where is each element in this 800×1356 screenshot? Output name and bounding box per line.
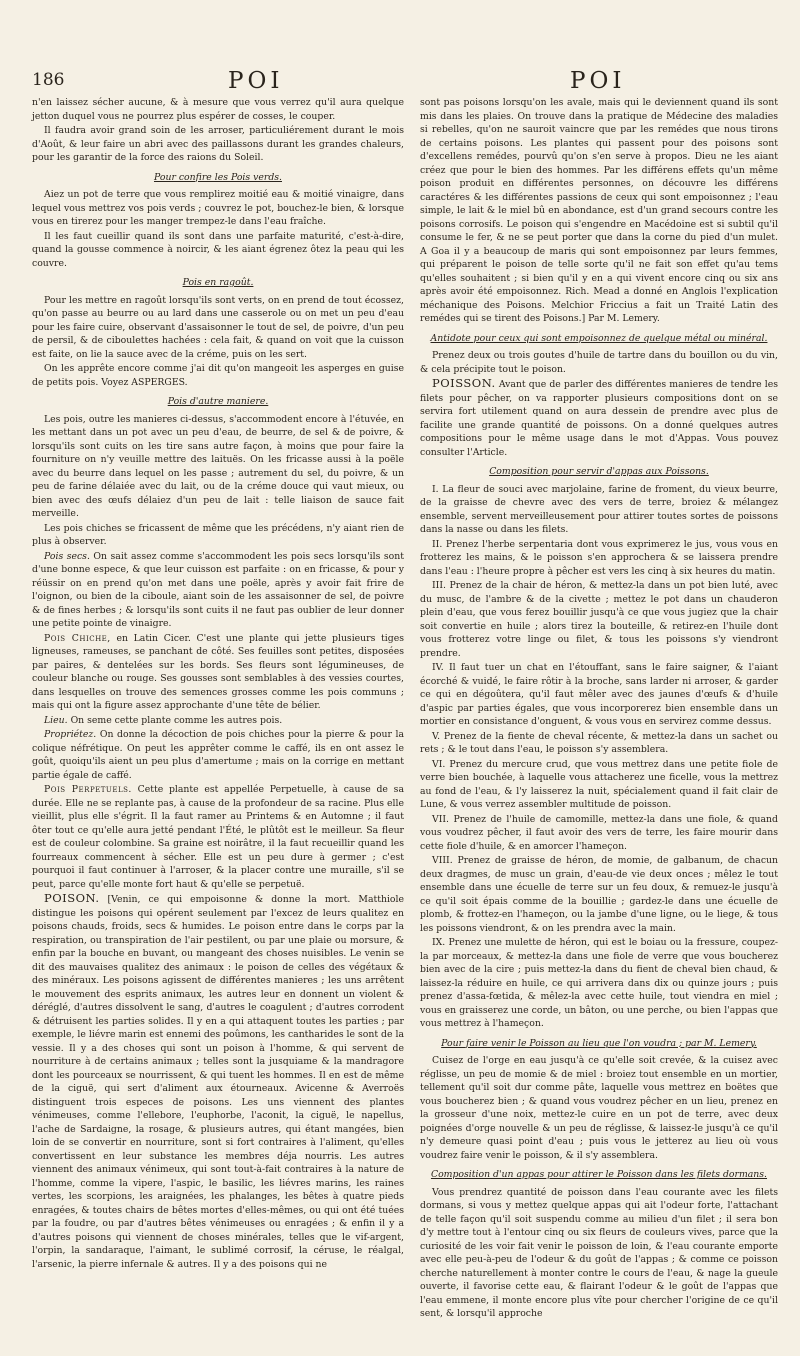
section-heading: Composition d'un appas pour attirer le Poisson dans les filets dormans. (430, 1169, 768, 1180)
paragraph: n'en laissez sécher aucune, & à mesure que vous verrez qu'il aura quelque jetton duquel vous ne pourrez plus espérer de cosses, le couper. (32, 97, 404, 122)
paragraph: Cuisez de l'orge en eau jusqu'à ce qu'elle soit crevée, & la cuisez avec réglisse, un peu de momie & de miel : broiez tout ensemble en un mortier, tellement qu'il soit dur comme pâte, laquelle vous mettrez en boëtes que vous boucherez bien ; & quand vous voudrez pêcher en un lieu, prenez en la grosseur d'une noix, mettez-le cuire en un pot de terre, avec deux poignées d'orge nouvelle & un peu de réglisse, & laissez-le jusqu'à ce qu'il n'y demeure quasi point d'eau ; puis vous le jetterez au lieu où vous voudrez faire venir le poisson, & il s'y assemblera. (420, 1055, 778, 1161)
paragraph (32, 728, 404, 782)
entry-label: Pois Chiche, (44, 632, 111, 644)
paragraph: VI. Prenez du mercure crud, que vous mettrez dans une petite fiole de verre bien bouchée, à laquelle vous attacherez une ficelle, vous la mettrez au fond de l'eau, & l'y laisserez la nuit, spécialement quand il fait clair de Lune, & vous verrez assembler multitude de poisson. (420, 758, 778, 810)
paragraph: sont pas poisons lorsqu'on les avale, mais qui le deviennent quand ils sont mis dans les plaies. On trouve dans la pratique de Médecine des maladies si rebelles, qu'on ne sauroit vaincre que par les remédes que nous tirons de certains poisons. Les plantes qui passent pour des poisons sont d'excellens remédes, pourvû qu'on s'en serve à propos. Dieu ne les aiant créez que pour le bien des hommes. Par les différens effets qu'un même poison produit en différentes personnes, on découvre les différens caractéres & les différentes passions de ceux qui sont empoisonnez ; l'eau simple, le lait & le miel bû en abondance, est d'un grand secours contre les poisons corrosifs. Le poison qui s'engendre en Macédoine est si subtil qu'il consume le fer, & ne se peut porter que dans la corne du pied d'un mulet. A Goa il y a beaucoup de maris qui sont empoisonnez par leurs femmes, qui préparent le poison de telle sorte qu'il ne fait son effet qu'au tems qu'elles souhaitent ; si bien qu'il y en a qui vivent encore cinq ou six ans après avoir été empoisonnez. Rich. Mead a donné en Anglois l'explication méchanique des Poisons. Melchior Friccius a fait un Traité Latin des remédes qui se tirent des Poisons.] Par M. Lemery. (420, 97, 778, 324)
entry-label: Lieu. (44, 714, 68, 726)
paragraph: III. Prenez de la chair de héron, & mettez-la dans un pot bien luté, avec du musc, de l'ambre & de la civette ; mettez le pot dans un chauderon plein d'eau, que vous ferez bouillir jusqu'à ce que vous jugiez que la chair soit convertie en huile ; alors tirez la bouteille, & retirez-en l'huile dont vous frotterez votre linge ou filet, & tous les poissons s'y viendront prendre. (420, 580, 778, 659)
paragraph (420, 377, 778, 459)
paragraph: Il les faut cueillir quand ils sont dans une parfaite maturité, c'est-à-dire, quand la gousse commence à noircir, & les aiant égrenez ôtez la peau qui les couvre. (32, 230, 404, 269)
section-heading: Antidote pour ceux qui sont empoisonnez de quelque métal ou minéral. (430, 332, 768, 344)
page-header (0, 66, 800, 96)
entry-label: Pois Perpetuels. (44, 784, 132, 795)
entry-text: Avant que de parler des différentes manieres de tendre les filets pour pêcher, on va rapporter plusieurs compositions dont on se servira fort utilement quand on aura dessein de prendre avec plus de facilite une grande quantité de poissons. On a donné quelques autres compositions pour le même usage dans le mot d'Appas. Vous pouvez consulter l'Article. (420, 379, 778, 458)
running-head-right: POI (570, 68, 626, 94)
paragraph: Pour les mettre en ragoût lorsqu'ils sont verts, on en prend de tout écossez, qu'on passe au beurre ou au lard dans une casserole ou on met un peu d'eau pour les faire cuire, observant d'assaisonner le tout de sel, de poivre, d'un peu de persil, & de ciboulettes hachées : cela fait, & quand on voit que la cuisson est faite, on lie la sauce avec de la créme, puis on les sert. (32, 294, 404, 360)
section-heading: Pois en ragoût. (182, 277, 254, 288)
page-number: 186 (32, 70, 65, 90)
left-column (32, 96, 404, 1272)
paragraph: I. La fleur de souci avec marjolaine, farine de froment, du vieux beurre, de la graisse de chevre avec des vers de terre, broiez & mélangez ensemble, servent merveilleusement pour attirer toutes sortes de poissons dans la nasse ou dans les filets. (420, 483, 778, 535)
entry-text: [Venin, ce qui empoisonne & donne la mort. Matthiole distingue les poisons qui opérent seulement par l'excez de leurs qualitez en poisons chauds, froids, secs & humides. Le poison entre dans le corps par la respiration, ou transpiration de l'air pestilent, ou par une plaie ou morsure, & enfin par la bouche en buvant, ou mangeant des choses nuisibles. Le venin se dit des mauvaises qualitez des animaux : le poison de celles des végétaux & des minéraux. Les poisons agissent de différentes manieres ; les uns arrêtent le mouvement des esprits animaux, les autres leur en donnent un violent & déréglé, d'autres dissolvent le sang, d'autres le coagulent ; d'autres corrodent & détruisent les parties solides. Il y en a qui attaquent toutes les parties ; par exemple, le liévre marin est ennemi des poûmons, les cantharides le sont de la vessie. Il y a des choses qui sont un poison à l'homme, & qui servent de nourriture à de certains animaux ; telles sont la jusquiame & la mandragore dont les pourceaux se nourrissent, & qui tuent les hommes. Il en est de même de la ciguë, qui sert d'aliment aux étourneaux. Avicenne & Averroës distinguent trois especes de poisons. Les uns viennent des plantes vénimeuses, comme l'ellebore, l'euphorbe, l'aconit, la ciguë, le napellus, l'ache de Sardaigne, la rosage, & plusieurs autres, qui étant mangées, bien loin de se convertir en nourriture, sont si fort contraires à l'aliment, qu'elles convertissent en leur substance les membres déja nourris. Les autres viennent des animaux vénimeux, qui sont tout-à-fait contraires à la nature de l'homme, comme la vipere, l'aspic, le basilic, les liévres marins, les raines vertes, les scorpions, les araignées, les phalanges, les bêtes à quatre pieds enragées, & toutes chairs de bêtes mortes d'elles-mêmes, ou qui ont été tuées par la foudre, ou par d'autres bêtes vénimeuses ou enragées ; & enfin il y a d'autres poisons qui viennent de choses minérales, telles que le vif-argent, l'orpin, la sandaraque, l'aimant, le sublimé corrosif, la céruse, le réalgal, l'arsenic, la pierre infernale & autres. Il y a des poisons qui ne (32, 894, 404, 1270)
entry-text: Cette plante est appellée Perpetuelle, à cause de sa durée. Elle ne se replante pas, à cause de la profondeur de sa racine. Plus elle vieillit, plus elle s'égrit. Il la faut ramer au Printems & en Automne ; il faut ôter tout ce qu'elle aura jetté pendant l'Été, le plûtôt est le meilleur. Sa fleur est de couleur colombine. Sa graine est noirâtre, il la faut recueillir quand les fourreaux commencent à sécher. Elle est un peu dure à germer ; c'est pourquoi il faut continuer à l'arroser, & la placer contre une muraille, s'il se peut, parce qu'elle monte fort haut & qu'elle se perpetuë. (32, 784, 404, 890)
paragraph (32, 714, 404, 728)
section-heading: Composition pour servir d'appas aux Poissons. (489, 466, 709, 477)
paragraph: IV. Il faut tuer un chat en l'étouffant, sans le faire saigner, & l'aiant écorché & vuidé, le faire rôtir à la broche, sans larder ni arroser, & garder ce qui en dégoûtera, qu'il faut mêler avec des jaunes d'œufs & d'huile d'aspic par parties égales, que vous incorporerez bien ensemble dans un mortier en consistance d'onguent, & vous vous en servirez comme dessus. (420, 662, 778, 727)
paragraph: On les apprête encore comme j'ai dit qu'on mangeoit les asperges en guise de petits pois. Voyez ASPERGES. (32, 363, 404, 388)
paragraph: VII. Prenez de l'huile de camomille, mettez-la dans une fiole, & quand vous voudrez pêcher, il faut avoir des vers de terre, les faire mourir dans cette fiole d'huile, & en amorcer l'hameçon. (420, 813, 778, 852)
entry-label: POISON. (44, 891, 100, 905)
paragraph: Les pois, outre les manieres ci-dessus, s'accommodent encore à l'étuvée, en les mettant dans un pot avec un peu d'eau, de beurre, de sel & de poivre, & lorsqu'ils sont cuits on les tire sans autre façon, à moins que pour faire la fourniture on n'y veuille mettre des laituës. On les fricasse aussi à la poële avec du beurre dans lequel on les passe ; autrement du sel, du poivre, & un peu de farine délaiée avec du lait, ou de la créme douce qui vaut mieux, ou bien avec des œufs délaiez d'un peu de lait : telle liaison de sauce fait merveille. (32, 413, 404, 519)
entry-text: On donne la décoction de pois chiches pour la pierre & pour la colique néfrétique. On peut les apprêter comme le caffé, ils en ont assez le goût, quoiqu'ils aient un peu plus d'amertume ; mais on la corrige en mettant partie égale de caffé. (32, 729, 404, 781)
paragraph: V. Prenez de la fiente de cheval récente, & mettez-la dans un sachet ou rets ; & le tout dans l'eau, le poisson s'y assemblera. (420, 730, 778, 755)
entry-text: On sait assez comme s'accommodent les pois secs lorsqu'ils sont d'une bonne espece, & que leur cuisson est parfaite : on en fricasse, & pour y réüssir on en prend qu'on met dans une poële, après y avoir fait frire de l'oignon, ou bien de la ciboule, aiant soin de les assaisonner de sel, de poivre & de fines herbes ; & lorsqu'ils sont cuits il ne faut pas oublier de leur donner une petite pointe de vinaigre. (32, 550, 404, 629)
paragraph: II. Prenez l'herbe serpentaria dont vous exprimerez le jus, vous vous en frotterez les mains, & le poisson s'en approchera & se laissera prendre dans l'eau : l'heure propre à pêcher est vers les cinq à six heures du matin. (420, 538, 778, 577)
section-heading: Pour confire les Pois verds. (153, 171, 282, 183)
entry-label: Propriétez. (44, 729, 97, 740)
paragraph: IX. Prenez une mulette de héron, qui est le boiau ou la fressure, coupez-la par morceaux, & mettez-la dans une fiole de verre que vous boucherez bien avec de la cire ; puis mettez-la dans du fient de cheval bien chaud, & laissez-la réduire en huile, ce qui arrivera dans dix ou quinze jours ; puis prenez d'assa-fœtida, & mêlez-la avec cette huile, tout viendra en miel ; vous en graisserez une corde, un bâton, ou une perche, ou bien l'appas que vous mettrez à l'hameçon. (420, 937, 778, 1029)
right-column (420, 96, 778, 1322)
entry-label: Pois secs. (44, 550, 90, 562)
paragraph (32, 892, 404, 1271)
paragraph: Prenez deux ou trois goutes d'huile de tartre dans du bouillon ou du vin, & cela précipite tout le poison. (420, 350, 778, 375)
paragraph (32, 783, 404, 891)
section-heading: Pour faire venir le Poisson au lieu que l'on voudra ; par M. Lemery. (441, 1037, 757, 1049)
entry-label: POISSON. (432, 376, 496, 390)
paragraph: VIII. Prenez de graisse de héron, de momie, de galbanum, de chacun deux dragmes, de musc un grain, d'eau-de vie deux onces ; mêlez le tout ensemble dans une écuelle de terre sur un feu doux, & remuez-le jusqu'à ce qu'il soit épais comme de la bouillie ; gardez-le dans une écuelle de plomb, & frottez-en l'hameçon, ou la jambe d'une ligne, ou le liege, & tous les poissons viendront, & on les prendra avec la main. (420, 855, 778, 934)
paragraph (32, 632, 404, 713)
paragraph: Il faudra avoir grand soin de les arroser, particuliérement durant le mois d'Août, & leur faire un abri avec des paillassons durant les grandes chaleurs, pour les garantir de la force des raions du Soleil. (32, 125, 404, 163)
paragraph: Vous prendrez quantité de poisson dans l'eau courante avec les filets dormans, si vous y mettez quelque appas qui ait l'odeur forte, l'attachant de telle façon qu'il soit suspendu comme au milieu d'un filet ; il sera bon d'y mettre tout à l'entour cinq ou six fleurs de couleurs vives, parce que la curiosité de les voir fait venir le poisson de loin, & l'eau courante emporte avec elle peu-à-peu de l'odeur & du goût de l'appas ; & comme ce poisson cherche naturellement à monter contre le cours de l'eau, & nage la gueule ouverte, il favorise cette eau, & flairant l'odeur & le goût de l'appas que l'eau emmene, il monte encore plus vîte pour chercher l'origine de ce qu'il sent, & lorsqu'il approche (420, 1186, 778, 1319)
entry-text: en Latin Cicer. C'est une plante qui jette plusieurs tiges ligneuses, rameuses, se panchant de côté. Ses feuilles sont petites, disposées par paires, & dentelées sur les bords. Ses fleurs sont légumineuses, de couleur blanche ou rouge. Ses gousses sont semblables à des vessies courtes, dans lesquelles on trouve des semences grosses comme les pois communs ; mais qui ont la figure assez approchante d'une tête de bélier. (32, 632, 404, 711)
entry-text: On seme cette plante comme les autres pois. (70, 714, 283, 726)
paragraph: Aiez un pot de terre que vous remplirez moitié eau & moitié vinaigre, dans lequel vous mettrez vos pois verds ; couvrez le pot, bouchez-le bien, & lorsque vous en tirerez pour les manger trempez-le dans l'eau fraîche. (32, 189, 404, 227)
paragraph: Les pois chiches se fricassent de même que les précédens, n'y aiant rien de plus à observer. (32, 522, 404, 547)
section-heading: Pois d'autre maniere. (167, 396, 269, 407)
running-head-left: POI (228, 68, 284, 94)
paragraph (32, 550, 404, 631)
